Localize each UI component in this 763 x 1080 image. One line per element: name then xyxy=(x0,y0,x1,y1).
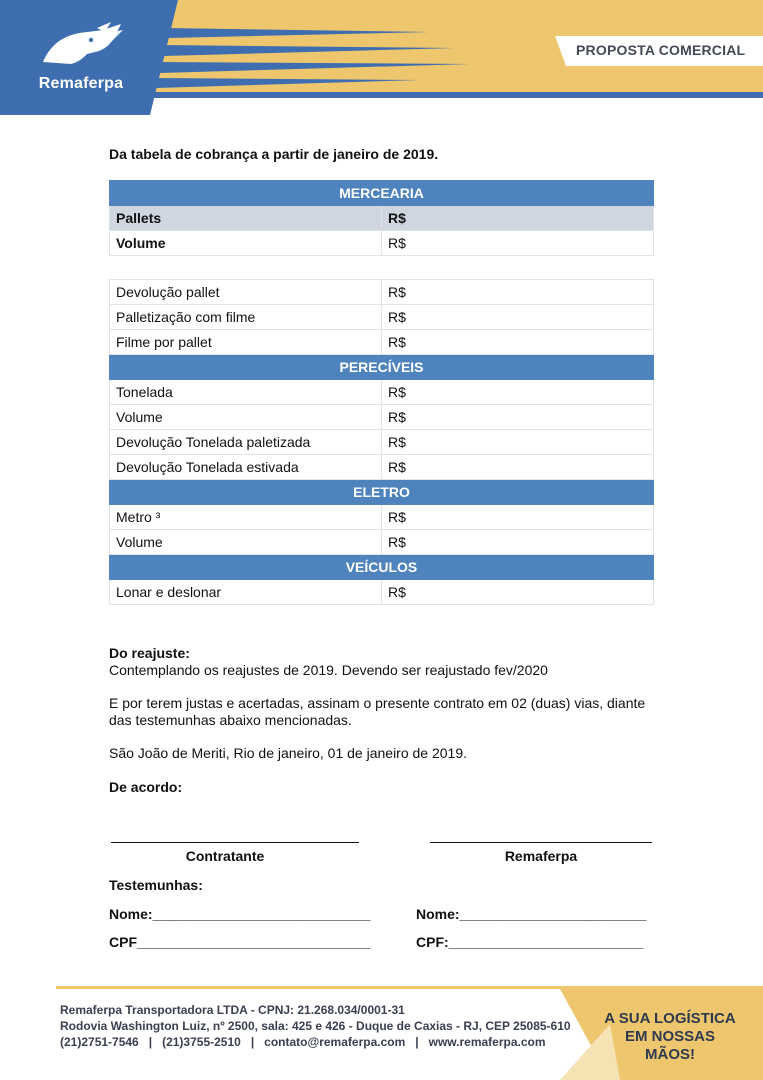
table-row xyxy=(110,455,654,480)
row-value: R$ xyxy=(382,580,654,605)
place-date: São João de Meriti, Rio de janeiro, 01 de janeiro de 2019. xyxy=(109,745,468,761)
row-value: R$ xyxy=(382,430,654,455)
row-value: R$ xyxy=(382,530,654,555)
reajuste-text: Contemplando os reajustes de 2019. Devendo ser reajustado fev/2020 xyxy=(109,662,548,678)
footer-contacts: (21)2751-7546 | (21)3755-2510 | contato@remaferpa.com | www.remaferpa.com xyxy=(60,1035,546,1049)
row-label: Filme por pallet xyxy=(110,330,382,355)
row-value: R$ xyxy=(382,330,654,355)
slogan-line: A SUA LOGÍSTICA xyxy=(604,1010,736,1027)
row-label: Volume xyxy=(110,405,382,430)
table-row xyxy=(110,206,654,231)
horse-head-icon xyxy=(35,22,127,68)
footer-company-info xyxy=(60,1002,571,1050)
row-value: R$ xyxy=(382,455,654,480)
category-veiculos: VEÍCULOS xyxy=(110,555,654,580)
reajuste-heading: Do reajuste: xyxy=(109,645,190,661)
de-acordo-label: De acordo: xyxy=(109,779,183,795)
agreement-line: das testemunhas abaixo mencionadas. xyxy=(109,712,352,728)
row-value: R$ xyxy=(382,280,654,305)
footer-slogan xyxy=(600,1010,740,1064)
reajuste-section xyxy=(109,645,659,679)
row-value: R$ xyxy=(382,206,654,231)
brand-logo xyxy=(26,22,136,93)
row-value: R$ xyxy=(382,405,654,430)
row-label: Volume xyxy=(110,231,382,256)
row-label: Devolução Tonelada paletizada xyxy=(110,430,382,455)
signature-label-remaferpa: Remaferpa xyxy=(504,848,578,864)
witnesses-heading: Testemunhas: xyxy=(109,877,203,893)
signature-line-contratante xyxy=(111,842,359,843)
row-label: Lonar e deslonar xyxy=(110,580,382,605)
category-row xyxy=(110,555,654,580)
table-row xyxy=(110,305,654,330)
row-label: Palletização com filme xyxy=(110,305,382,330)
agreement-line: E por terem justas e acertadas, assinam o presente contrato em 02 (duas) vias, diante xyxy=(109,695,646,711)
row-label: Pallets xyxy=(110,206,382,231)
services-table xyxy=(109,279,654,605)
row-label: Metro ³ xyxy=(110,505,382,530)
category-row xyxy=(110,355,654,380)
row-value: R$ xyxy=(382,231,654,256)
witness-left-name: Nome:____________________________ xyxy=(109,906,371,922)
row-label: Tonelada xyxy=(110,380,382,405)
signature-label-contratante: Contratante xyxy=(185,848,265,864)
row-label: Devolução pallet xyxy=(110,280,382,305)
row-value: R$ xyxy=(382,305,654,330)
witness-left-cpf: CPF______________________________ xyxy=(109,934,371,950)
slogan-line: EM NOSSAS MÃOS! xyxy=(624,1028,715,1063)
category-eletro: ELETRO xyxy=(110,480,654,505)
table-row xyxy=(110,405,654,430)
document-title: PROPOSTA COMERCIAL xyxy=(576,42,746,58)
row-label: Volume xyxy=(110,530,382,555)
category-row xyxy=(110,181,654,206)
intro-heading: Da tabela de cobrança a partir de janeiro de 2019. xyxy=(109,146,439,162)
category-pereciveis: PERECÍVEIS xyxy=(110,355,654,380)
row-label: Devolução Tonelada estivada xyxy=(110,455,382,480)
category-mercearia: MERCEARIA xyxy=(110,181,654,206)
table-row xyxy=(110,231,654,256)
footer-line: Remaferpa Transportadora LTDA - CPNJ: 21.268.034/0001-31 xyxy=(60,1003,405,1017)
table-row xyxy=(110,430,654,455)
row-value: R$ xyxy=(382,505,654,530)
table-row xyxy=(110,380,654,405)
category-row xyxy=(110,480,654,505)
mercearia-table xyxy=(109,180,654,256)
witness-right-name: Nome:________________________ xyxy=(416,906,647,922)
table-row xyxy=(110,280,654,305)
footer-line: Rodovia Washington Luiz, nº 2500, sala: 425 e 426 - Duque de Caxias - RJ, CEP 25085-610 xyxy=(60,1019,571,1033)
brand-name: Remaferpa xyxy=(38,75,124,92)
table-row xyxy=(110,530,654,555)
table-row xyxy=(110,580,654,605)
row-value: R$ xyxy=(382,380,654,405)
table-row xyxy=(110,505,654,530)
witness-right-cpf: CPF:_________________________ xyxy=(416,934,644,950)
table-row xyxy=(110,330,654,355)
agreement-paragraph xyxy=(109,695,659,729)
signature-line-remaferpa xyxy=(430,842,652,843)
